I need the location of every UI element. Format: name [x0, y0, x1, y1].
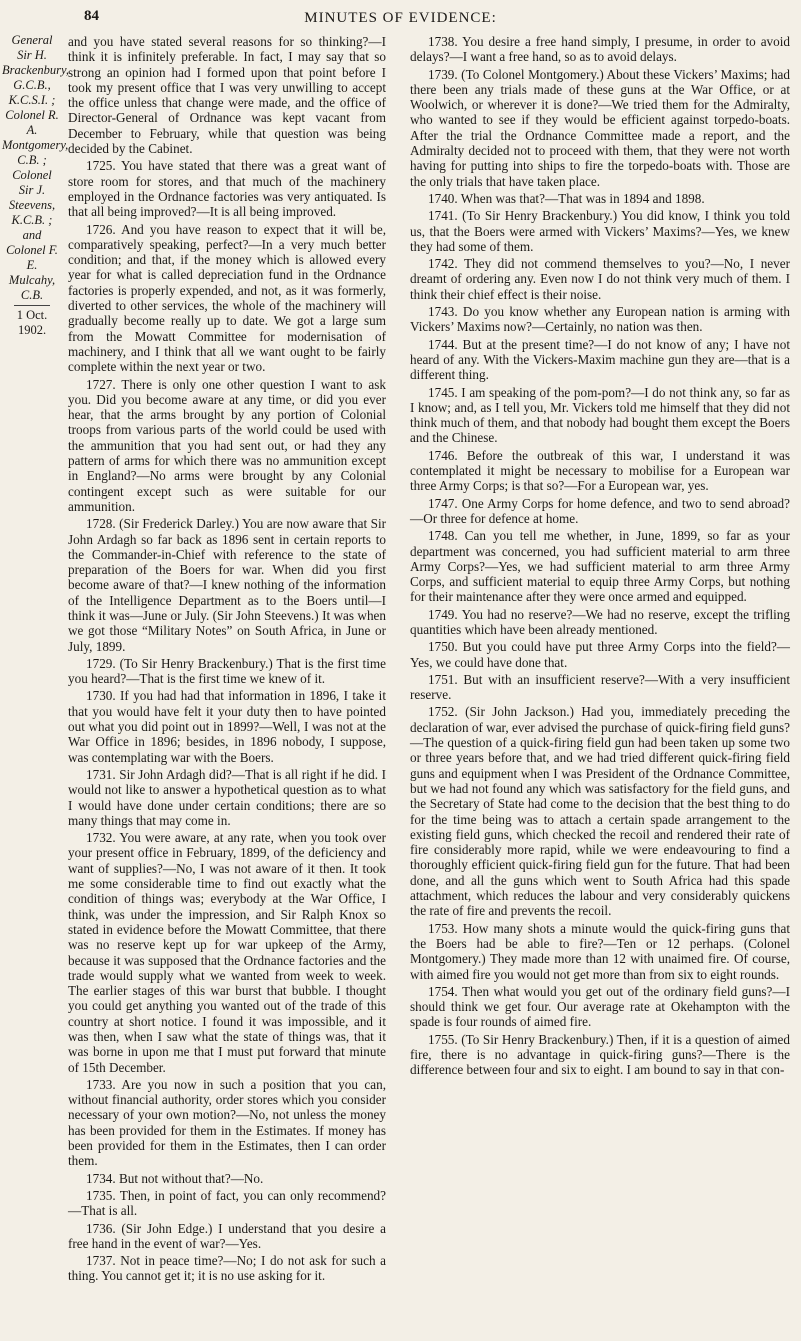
paragraph: 1748. Can you tell me whether, in June, 1899, so far as your department was concerned, you had sufficient material to arm three Army Corps?—Yes, we had sufficient material to arm three Army Corps, and sufficient material to equip three Army Corps, but nothing for their maintenance after they were once armed and equipped. — [410, 528, 790, 605]
paragraph: 1733. Are you now in such a position that you can, without financial authority, order stores which you consider necessary of your own motion?—No, not unless the money has been provided for them in the Estimates. If money has been provided for them in the Estimates, then I can order them. — [68, 1076, 386, 1169]
running-head: MINUTES OF EVIDENCE: — [304, 10, 497, 26]
margin-line: Colonel R. A. — [5, 108, 59, 137]
paragraph: 1726. And you have reason to expect that it will be, comparatively speaking, perfect?—In a very much better condition; and that, if the money which is allowed every year for what is called depreciation fund in the Ordnance factories is properly expended, and not, as it was formerly, diverted to other services, the whole of the machinery will gradually become really up to date. We got a large sum from the Mowatt Committee for modernisation of machinery, and I think that all we want ought to be fairly complete within the next year or two. — [68, 221, 386, 375]
paragraph: 1755. (To Sir Henry Brackenbury.) Then, if it is a question of aimed fire, there is no advantage in quick-firing guns?—There is the difference between four and six to eight. I am bound to say in that con- — [410, 1031, 790, 1078]
paragraph: 1739. (To Colonel Montgomery.) About these Vickers’ Maxims; had there been any trials made of these guns at the War Office, or at Woolwich, or wherever it is done?—We tried them for the Admiralty, who wanted to see if they would be efficient against torpedo-boats. After the trial the Ordnance Committee made a report, and the Admiralty decided not to proceed with them, that they were not worth having for putting into ships to fire the torpedo-boats with. Those are the only trials that have taken place. — [410, 66, 790, 189]
paragraph: 1751. But with an insufficient reserve?—With a very insufficient reserve. — [410, 671, 790, 703]
paragraph: 1743. Do you know whether any European nation is arming with Vickers’ Maxims now?—Certainly, no nation was then. — [410, 304, 790, 335]
margin-note — [2, 33, 69, 338]
margin-line: Brackenbury, — [2, 63, 69, 77]
margin-date: 1 Oct. 1902. — [16, 308, 48, 337]
page-number: 84 — [84, 8, 99, 24]
paragraph: 1727. There is only one other question I want to ask you. Did you become aware at any time, or did you ever hear, that the arms brought by any portion of Colonial troops from various parts of the world could be used with the ammunition that you had sent out, or had they any pattern of arms for which there was no ammunition except in England?—No arms were brought by any Colonial contingent except such as were suitable for our ammunition. — [68, 376, 386, 514]
paragraph: 1732. You were aware, at any rate, when you took over your present office in February, 1899, of the deficiency and want of supplies?—No, I was not aware of it then. It took me some considerable time to find out exactly what the condition of things was; everybody at the War Office, I think, was under the impression, and Sir Ralph Knox so stated in evidence before the Mowatt Committee, that there was no reserve kept up for war upkeep of the Army, because it was supposed that the Ordnance factories and the trade would supply what we wanted from week to week. The earlier stages of this war burst that bubble. I thought you could get anything you wanted out of the trade of this country at short notice. I found it was impossible, and it was then, when I saw what the state of things was, that it was borne in upon me that I must put forward that minute of 15th December. — [68, 830, 386, 1075]
paragraph: 1749. You had no reserve?—We had no reserve, except the trifling quantities which have been already mentioned. — [410, 606, 790, 637]
paragraph: 1746. Before the outbreak of this war, I understand it was contemplated it might be necessary to mobilise for a European war three Army Corps; is that so?—For a European war, yes. — [410, 447, 790, 494]
margin-line: Steevens, — [8, 198, 56, 212]
left-column — [68, 34, 386, 1284]
margin-line: Sir H. — [17, 48, 47, 62]
right-column — [410, 34, 790, 1078]
paragraph: 1738. You desire a free hand simply, I presume, in order to avoid delays?—I want a free hand, so as to avoid delays. — [410, 34, 790, 65]
paragraph: 1752. (Sir John Jackson.) Had you, immediately preceding the declaration of war, ever advised the purchase of quick-firing field guns?—The question of a quick-firing field gun had been taken up some two or three years before that, and we had tried different quick-firing field guns and equipment when I was President of the Ordnance Committee, but we had not found any which was satisfactory for the field guns, and the Secretary of State had come to the decision that the best thing to do for the time being was to attach a certain spade arrangement to the existing field guns, which checked the recoil and rendered their rate of fire considerably more rapid, while we were endeavouring to find a thoroughly efficient quick-firing field gun for the future. That had been done, and all the guns which went to South Africa had this spade attachment, which reduces the labour and very considerably quickens the rate of fire and prevents the recoil. — [410, 704, 790, 919]
paragraph: 1728. (Sir Frederick Darley.) You are now aware that Sir John Ardagh so far back as 1896 sent in certain reports to the Commander-in-Chief with reference to the state of preparation of the Boers for war. When did you first become aware of that?—I knew nothing of the information of the Intelligence Department as to the Boers until—I think it was—June or July. (Sir John Steevens.) It was when we got those “Military Notes” on South Africa, in June or July, 1899. — [68, 516, 386, 654]
paragraph: 1736. (Sir John Edge.) I understand that you desire a free hand in the event of war?—Yes. — [68, 1220, 386, 1251]
paragraph: 1735. Then, in point of fact, you can only recommend?—That is all. — [68, 1187, 386, 1219]
paragraph: 1753. How many shots a minute would the quick-firing guns that the Boers had be able to fire?—Ten or 12 perhaps. (Colonel Montgomery.) They made more than 12 with unaimed fire. Of course, with aimed fire you would not get more than from six to eight rounds. — [410, 920, 790, 982]
page-header — [0, 6, 801, 30]
paragraph: 1729. (To Sir Henry Brackenbury.) That is the first time you heard?—That is the first time we knew of it. — [68, 655, 386, 687]
paragraph: and you have stated several reasons for so thinking?—I think it is infinitely preferable. In fact, I may say that so strong an opinion had I formed upon that point before I took my present office that I was very unwilling to accept the office unless that change were made, and the office of Director-General of Ordnance was kept vacant from December to February, while that question was being decided by the Cabinet. — [68, 34, 386, 157]
margin-line: C.B. ; — [17, 153, 47, 167]
paragraph: 1745. I am speaking of the pom-pom?—I do not think any, so far as I know; and, as I tell you, Mr. Vickers told me himself that they did not think much of them, and that nobody had bought them except the Boers and the Chinese. — [410, 384, 790, 446]
paragraph: 1731. Sir John Ardagh did?—That is all right if he did. I would not like to answer a hypothetical question as to what I would have done under certain conditions; there are so many things that may come in. — [68, 766, 386, 828]
paragraph: 1742. They did not commend themselves to you?—No, I never dreamt of ordering any. Even now I do not think very much of them. I think their chief effect is their noise. — [410, 256, 790, 302]
margin-line: Colonel F. E. — [6, 243, 58, 272]
paragraph: 1747. One Army Corps for home defence, and two to send abroad?—Or three for defence at home. — [410, 495, 790, 526]
paragraph: 1730. If you had had that information in 1896, I take it that you would have felt it your duty then to have pointed out what you did point out in 1899?—Well, I was not at the War Office in 1896; besides, in 1896 nobody, I suppose, was contemplating war with the Boers. — [68, 688, 386, 765]
margin-rule — [14, 305, 50, 306]
margin-line: K.C.B. ; and — [11, 213, 53, 242]
margin-line: Mulcahy, C.B. — [8, 273, 56, 302]
paragraph: 1737. Not in peace time?—No; I do not ask for such a thing. You cannot get it; it is no use asking for it. — [68, 1253, 386, 1284]
margin-line: Sir J. — [18, 183, 46, 197]
paragraph: 1750. But you could have put three Army Corps into the field?—Yes, we could have done that. — [410, 639, 790, 670]
margin-line: General — [11, 33, 53, 47]
paragraph: 1744. But at the present time?—I do not know of any; I have not heard of any. With the Vickers-Maxim machine gun they are—that is a different thing. — [410, 336, 790, 383]
margin-line: Colonel — [12, 168, 52, 182]
paragraph: 1734. But not without that?—No. — [86, 1170, 264, 1186]
margin-line: K.C.S.I. ; — [8, 93, 56, 107]
paragraph: 1754. Then what would you get out of the ordinary field guns?—I should think we get four. Our average rate at Okehampton with the spade is four rounds of aimed fire. — [410, 983, 790, 1030]
paragraph: 1740. When was that?—That was in 1894 and 1898. — [428, 190, 705, 206]
paragraph: 1725. You have stated that there was a great want of store room for stores, and that much of the machinery employed in the Ordnance factories was very antiquated. Is that all being improved?—It is all being improved. — [68, 158, 386, 220]
margin-line: G.C.B., — [13, 78, 51, 92]
paragraph: 1741. (To Sir Henry Brackenbury.) You did know, I think you told us, that the Boers were armed with Vickers’ Maxims?—Yes, we knew they had some of them. — [410, 208, 790, 254]
margin-line: Montgomery, — [2, 138, 69, 152]
